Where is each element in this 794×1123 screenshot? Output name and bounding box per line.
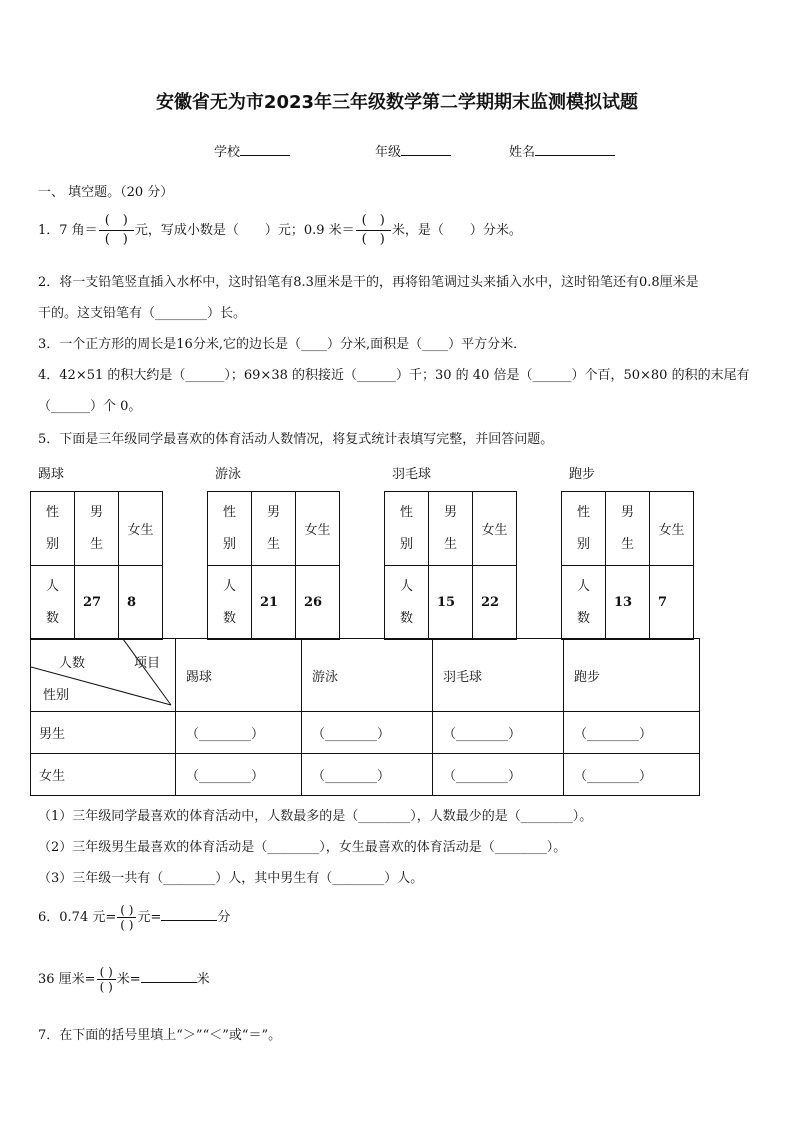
q1-fraction-b[interactable] — [356, 212, 391, 249]
table-swimming — [207, 491, 340, 640]
q6b-prefix: 36 厘米= — [38, 972, 96, 987]
diag-label-gender: 性别 — [43, 688, 70, 703]
q6b-blank[interactable] — [141, 970, 197, 983]
table-football — [30, 491, 163, 640]
table-running — [561, 491, 694, 640]
q6b-mid: 米= — [116, 972, 141, 987]
cell-girls-value: 26 — [296, 566, 340, 640]
sport-label-football: 踢球 — [38, 467, 65, 482]
diag-label-item: 项目 — [134, 656, 161, 671]
grade-label: 年级 — [375, 145, 402, 160]
q1-frac-b-den: ( ) — [361, 232, 385, 247]
q6b-fraction[interactable] — [97, 965, 116, 994]
cell-girls-head: 女生 — [650, 492, 694, 566]
question-1 — [38, 212, 522, 249]
question-4-line2: （______）个 0。 — [38, 399, 142, 414]
cell-girls-value: 22 — [473, 566, 517, 640]
cell-boys-value: 27 — [75, 566, 119, 640]
cell-count: 人 数 — [385, 566, 429, 640]
question-4-line1: 4．42×51 的积大约是（______）；69×38 的积接近（______）千；30 的 40 倍是（______）个百，50×80 的积的末尾有 — [38, 368, 750, 383]
sport-label-swimming: 游泳 — [215, 467, 242, 482]
cell-count: 人 数 — [562, 566, 606, 640]
grade-blank[interactable] — [401, 143, 451, 156]
cell-gender: 性 别 — [385, 492, 429, 566]
name-label: 姓名 — [509, 145, 536, 160]
blank-girls-football[interactable]: （________） — [176, 754, 302, 796]
cell-girls-value: 7 — [650, 566, 694, 640]
question-5-sub3: （3）三年级一共有（________）人，其中男生有（________）人。 — [38, 871, 424, 886]
q6b-frac-den: ( ) — [99, 980, 113, 994]
col-head-running: 跑步 — [564, 639, 700, 712]
cell-gender: 性 别 — [208, 492, 252, 566]
col-head-badminton: 羽毛球 — [433, 639, 564, 712]
q6a-frac-num: ( ) — [117, 903, 136, 918]
cell-girls-value: 8 — [119, 566, 163, 640]
compound-stats-table — [30, 638, 700, 796]
question-2-line2: 干的。这支铅笔有（________）长。 — [38, 306, 247, 321]
q6a-blank[interactable] — [161, 908, 217, 921]
blank-girls-swimming[interactable]: （________） — [302, 754, 433, 796]
blank-boys-swimming[interactable]: （________） — [302, 712, 433, 754]
q1-mid2: 米，是（ ）分米。 — [391, 223, 522, 238]
q6a-unit: 分 — [217, 910, 231, 925]
cell-boys-head: 男 生 — [606, 492, 650, 566]
q6a-fraction[interactable] — [117, 903, 136, 932]
blank-boys-badminton[interactable]: （________） — [433, 712, 564, 754]
q1-frac-b-num: ( ) — [356, 212, 391, 231]
school-field — [214, 141, 290, 160]
cell-girls-head: 女生 — [119, 492, 163, 566]
q1-fraction-a[interactable] — [99, 212, 134, 249]
col-head-swimming: 游泳 — [302, 639, 433, 712]
q6b-frac-num: ( ) — [97, 965, 116, 980]
question-2-line1: 2．将一支铅笔竖直插入水杯中，这时铅笔有8.3厘米是干的，再将铅笔调过头来插入水中，这时铅笔还有0.8厘米是 — [38, 275, 699, 290]
cell-boys-head: 男 生 — [252, 492, 296, 566]
cell-boys-value: 15 — [429, 566, 473, 640]
question-5-sub2: （2）三年级男生最喜欢的体育活动是（________），女生最喜欢的体育活动是（________）。 — [38, 840, 567, 855]
cell-boys-head: 男 生 — [75, 492, 119, 566]
sport-label-running: 跑步 — [569, 467, 596, 482]
q1-mid1: 元，写成小数是（ ）元；0.9 米＝ — [134, 223, 355, 238]
cell-gender: 性 别 — [562, 492, 606, 566]
row-head-girls: 女生 — [31, 754, 176, 796]
diag-label-count: 人数 — [59, 656, 86, 671]
cell-girls-head: 女生 — [473, 492, 517, 566]
q1-frac-a-den: ( ) — [104, 232, 128, 247]
sport-label-badminton: 羽毛球 — [392, 467, 432, 482]
row-head-boys: 男生 — [31, 712, 176, 754]
cell-boys-value: 13 — [606, 566, 650, 640]
cell-gender: 性 别 — [31, 492, 75, 566]
question-7: 7．在下面的括号里填上“＞”“＜”或“＝”。 — [38, 1028, 282, 1043]
q6b-unit: 米 — [196, 972, 210, 987]
name-blank[interactable] — [535, 143, 615, 156]
question-5-sub1: （1）三年级同学最喜欢的体育活动中，人数最多的是（________），人数最少的是（________）。 — [38, 809, 593, 824]
table-badminton — [384, 491, 517, 640]
cell-boys-value: 21 — [252, 566, 296, 640]
cell-count: 人 数 — [208, 566, 252, 640]
col-head-football: 踢球 — [176, 639, 302, 712]
q1-prefix: 1．7 角＝ — [38, 223, 98, 238]
school-label: 学校 — [214, 145, 241, 160]
grade-field — [375, 141, 451, 160]
cell-girls-head: 女生 — [296, 492, 340, 566]
page-title: 安徽省无为市2023年三年级数学第二学期期末监测模拟试题 — [155, 92, 639, 113]
diagonal-header-cell — [31, 639, 176, 712]
question-6a — [38, 903, 230, 932]
section-heading: 一、 填空题。（20 分） — [38, 185, 174, 200]
q6a-mid: 元= — [137, 910, 162, 925]
q6a-frac-den: ( ) — [120, 918, 134, 932]
blank-girls-badminton[interactable]: （________） — [433, 754, 564, 796]
cell-count: 人 数 — [31, 566, 75, 640]
q1-frac-a-num: ( ) — [99, 212, 134, 231]
blank-girls-running[interactable]: （________） — [564, 754, 700, 796]
school-blank[interactable] — [240, 143, 290, 156]
blank-boys-running[interactable]: （________） — [564, 712, 700, 754]
name-field — [509, 141, 615, 160]
question-6b — [38, 965, 210, 994]
blank-boys-football[interactable]: （________） — [176, 712, 302, 754]
q6a-prefix: 6．0.74 元= — [38, 910, 117, 925]
cell-boys-head: 男 生 — [429, 492, 473, 566]
question-5-intro: 5．下面是三年级同学最喜欢的体育活动人数情况，将复式统计表填写完整，并回答问题。 — [38, 432, 554, 447]
question-3: 3．一个正方形的周长是16分米,它的边长是（____）分米,面积是（____）平方分米． — [38, 337, 527, 352]
